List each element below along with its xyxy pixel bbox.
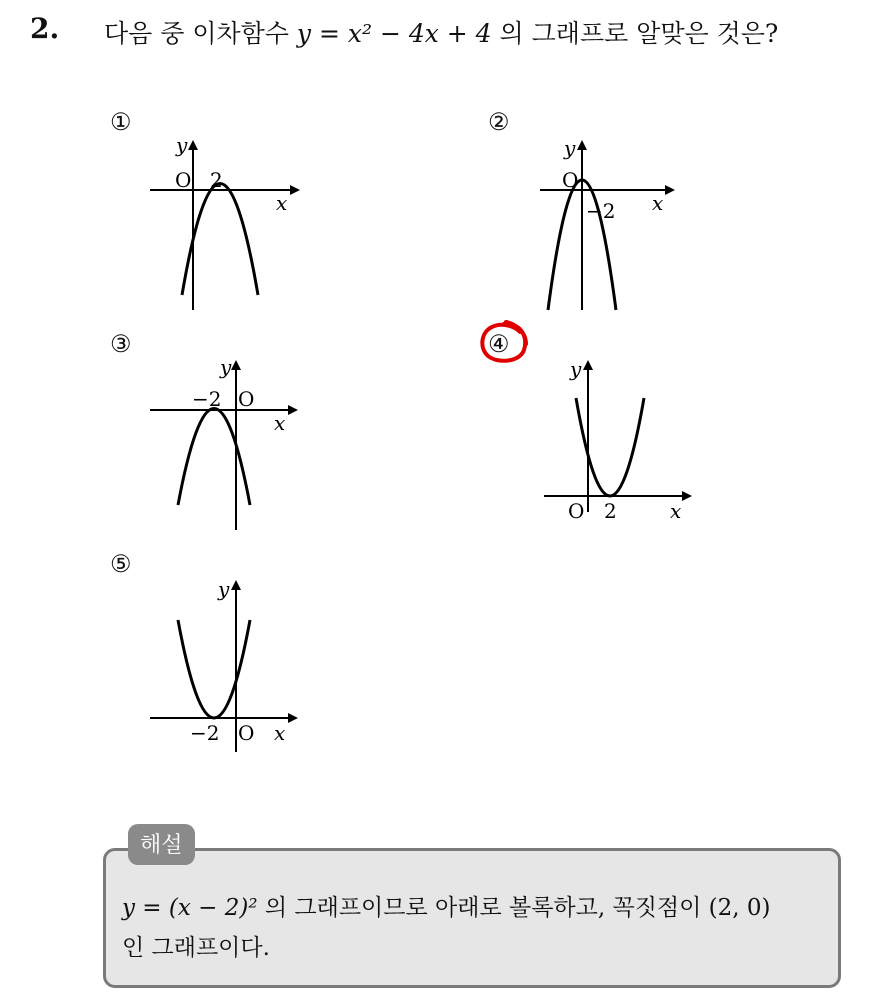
y-axis-label: y — [220, 355, 232, 379]
option-5-marker[interactable]: ⑤ — [110, 550, 132, 578]
x-axis-label: x — [274, 721, 286, 745]
x-axis-label: x — [276, 191, 288, 215]
question-number: 2. — [30, 12, 60, 45]
option-1-marker[interactable]: ① — [110, 108, 132, 136]
y-axis-label: y — [218, 577, 230, 601]
origin-label: O — [562, 168, 579, 192]
y-axis-label: y — [564, 136, 576, 160]
question-prefix: 다음 중 이차함수 — [104, 19, 289, 48]
vertex-x-label: 2 — [210, 168, 223, 192]
question-text — [104, 14, 778, 50]
option-1-graph — [140, 130, 310, 320]
option-3-marker[interactable]: ③ — [110, 330, 132, 358]
parabola — [178, 409, 250, 506]
question-suffix: 의 그래프로 알맞은 것은? — [499, 19, 779, 48]
y-axis-arrow — [577, 140, 587, 150]
x-axis-arrow — [665, 185, 675, 195]
origin-label: O — [238, 721, 255, 745]
option-2-graph — [530, 130, 700, 320]
explanation-tag: 해설 — [128, 824, 195, 865]
option-3-graph — [140, 350, 310, 540]
explanation-equation: y = (x − 2)² — [122, 895, 258, 921]
vertex-x-label: −2 — [190, 721, 220, 745]
explanation-text — [122, 888, 832, 968]
origin-label: O — [568, 499, 585, 523]
y-axis-arrow — [188, 140, 198, 150]
x-axis-label: x — [274, 411, 286, 435]
option-4-marker[interactable]: ④ — [488, 330, 510, 358]
question-equation: y = x² − 4x + 4 — [296, 19, 492, 48]
y-axis-label: y — [570, 357, 582, 381]
x-axis-label: x — [652, 191, 664, 215]
explanation-line1: 의 그래프이므로 아래로 볼록하고, 꼭짓점이 (2, 0) — [264, 895, 771, 921]
x-axis-arrow — [682, 491, 692, 501]
vertex-x-label: −2 — [192, 387, 222, 411]
option-5-graph — [140, 570, 310, 760]
y-axis-arrow — [583, 360, 593, 370]
x-axis-label: x — [670, 499, 682, 523]
option-4-graph — [540, 350, 710, 540]
x-axis-arrow — [288, 405, 298, 415]
parabola — [178, 620, 250, 718]
vertex-x-label: 2 — [604, 499, 617, 523]
option-2-marker[interactable]: ② — [488, 108, 510, 136]
y-axis-arrow — [231, 360, 241, 370]
origin-label: O — [238, 387, 255, 411]
y-axis-label: y — [176, 133, 188, 157]
y-axis-arrow — [231, 580, 241, 590]
x-axis-arrow — [290, 185, 300, 195]
parabola — [576, 398, 644, 496]
vertex-y-label: −2 — [586, 199, 616, 223]
x-axis-arrow — [288, 713, 298, 723]
explanation-line2: 인 그래프이다. — [122, 935, 270, 961]
origin-label: O — [175, 168, 192, 192]
